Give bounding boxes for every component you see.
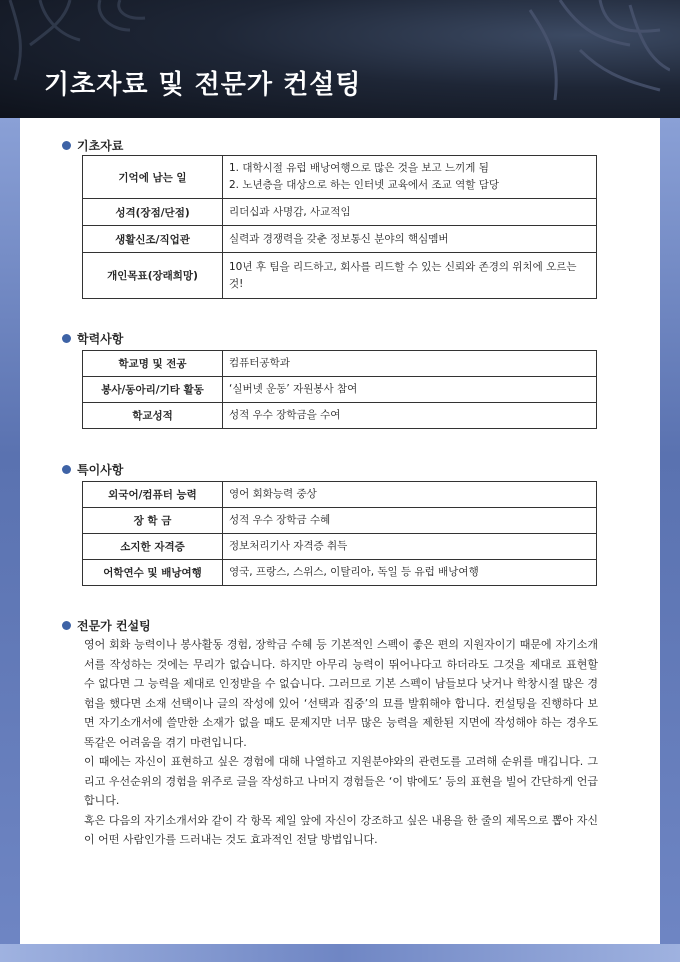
row-value: 정보처리기사 자격증 취득 [223, 534, 597, 560]
row-value: 성적 우수 장학금을 수여 [223, 403, 597, 429]
row-value: 성적 우수 장학금 수혜 [223, 508, 597, 534]
row-label: 개인목표(장래희망) [83, 253, 223, 299]
page-title: 기초자료 및 전문가 컨설팅 [44, 70, 362, 100]
row-label: 학교명 및 전공 [83, 351, 223, 377]
table-row [83, 351, 597, 377]
table-row [83, 156, 597, 199]
section-heading-consulting: 전문가 컨설팅 [62, 617, 151, 634]
table-row [83, 226, 597, 253]
coral-decoration-right [520, 0, 670, 118]
row-value: 리더십과 사명감, 사교적임 [223, 199, 597, 226]
frame-bottom [0, 944, 680, 962]
row-label: 생활신조/직업관 [83, 226, 223, 253]
row-value: 1. 대학시절 유럽 배낭여행으로 많은 것을 보고 느끼게 됨 2. 노년층을 대상으로 하는 인터넷 교육에서 조교 역할 담당 [223, 156, 597, 199]
paragraph: 이 때에는 자신이 표현하고 싶은 경험에 대해 나열하고 지원분야와의 관련도를 고려해 순위를 매깁니다. 그리고 우선순위의 경험을 위주로 글을 작성하고 나머지 경험들은 ‘이 밖에도’ 등의 표현을 빌어 간단하게 언급합니다. [84, 755, 598, 807]
row-value: 영국, 프랑스, 스위스, 이탈리아, 독일 등 유럽 배낭여행 [223, 560, 597, 586]
frame-right [660, 118, 680, 962]
table-row [83, 403, 597, 429]
section-heading-basic: 기초자료 [62, 137, 123, 154]
row-label: 학교성적 [83, 403, 223, 429]
bullet-icon [62, 621, 71, 630]
row-value: ‘실버넷 운동’ 자원봉사 참여 [223, 377, 597, 403]
row-label: 성격(장점/단점) [83, 199, 223, 226]
row-value: 실력과 경쟁력을 갖춘 정보통신 분야의 핵심멤버 [223, 226, 597, 253]
basic-info-table [82, 155, 597, 299]
row-value: 컴퓨터공학과 [223, 351, 597, 377]
table-row [83, 199, 597, 226]
table-row [83, 560, 597, 586]
paragraph: 혹은 다음의 자기소개서와 같이 각 항목 제일 앞에 자신이 강조하고 싶은 내용을 한 줄의 제목으로 뽑아 자신이 어떤 사람인가를 드러내는 것도 효과적인 전달 방법입니다. [84, 813, 598, 846]
table-row [83, 534, 597, 560]
education-table [82, 350, 597, 429]
bullet-icon [62, 334, 71, 343]
row-label: 봉사/동아리/기타 활동 [83, 377, 223, 403]
row-label: 소지한 자격증 [83, 534, 223, 560]
table-row [83, 377, 597, 403]
section-heading-special: 특이사항 [62, 461, 123, 478]
row-label: 기억에 남는 일 [83, 156, 223, 199]
table-row [83, 253, 597, 299]
paragraph: 영어 회화 능력이나 봉사활동 경험, 장학금 수혜 등 기본적인 스펙이 좋은 편의 지원자이기 때문에 자기소개서를 작성하는 것에는 무리가 없습니다. 하지만 아무리 능력이 뛰어나다고 하더라도 그것을 제대로 표현할 수 없다면 그 능력을 제대로 인정받을 수 없습니다. 그러므로 기본 스펙이 남들보다 낫거나 학창시절 많은 경험을 했다면 소재 선택이나 글의 작성에 있어 ‘선택과 집중’의 묘를 발휘해야 합니다. 컨설팅을 진행하다 보면 자기소개서에 쓸만한 소재가 없을 때도 문제지만 너무 많은 능력을 제한된 지면에 작성해야 하는 경우도 똑같은 어려움을 겪기 마련입니다. [84, 638, 598, 749]
table-row [83, 482, 597, 508]
frame-left [0, 118, 20, 962]
row-label: 장 학 금 [83, 508, 223, 534]
row-label: 어학연수 및 배낭여행 [83, 560, 223, 586]
row-label: 외국어/컴퓨터 능력 [83, 482, 223, 508]
row-value: 10년 후 팀을 리드하고, 회사를 리드할 수 있는 신뢰와 존경의 위치에 오르는 것! [223, 253, 597, 299]
bullet-icon [62, 465, 71, 474]
row-value: 영어 회화능력 중상 [223, 482, 597, 508]
table-row [83, 508, 597, 534]
consulting-text [84, 635, 598, 850]
bullet-icon [62, 141, 71, 150]
section-heading-education: 학력사항 [62, 330, 123, 347]
special-table [82, 481, 597, 586]
page-header [0, 0, 680, 118]
